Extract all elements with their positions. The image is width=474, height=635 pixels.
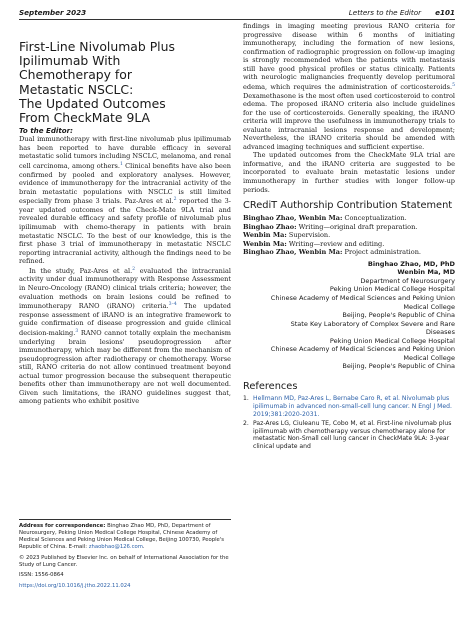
citation-link[interactable]: 2 [132,266,136,272]
page-number: e101 [435,8,455,17]
affiliation-line: Diseases [425,328,455,337]
reference-list [243,395,455,451]
affiliation-line: Medical College [403,302,455,311]
affiliation-line: Peking Union Medical College Hospital [329,336,455,345]
text-run: Dual immunotherapy with first-line nivolumab plus ipilimumab has been reported to have durable efficacy in several metastatic solid tumors including NSCLC, melanoma, and renal cell carcinoma, among others. [19,135,232,171]
citation-link[interactable]: 3 [75,328,79,334]
affiliation-line: Department of Neurosurgery [360,276,455,285]
citation-link[interactable]: 2 [173,197,177,203]
email-link[interactable]: zhaobhao@126.com [88,543,143,550]
copyright-notice: © 2023 Published by Elsevier Inc. on behalf of International Association for the Study of Lung Cancer. [19,554,229,568]
paragraph-3 [243,22,455,151]
reference-number: 2. [243,419,249,427]
address-text: Binghao Zhao MD, PhD, Department of Neurosurgery, Peking Union Medical College Hospital, Chinese Academy of Medical Sciences and Peking Union Medical College, Beijing 100730, People's Republic of China. E-mail: [19,523,225,550]
article-title [19,40,231,125]
title-line: Metastatic NSCLC: [19,81,134,97]
text-run: In the study, Paz-Ares et al. [29,266,133,275]
left-column [19,40,231,406]
text-run: RANO cannot totally explain the mechanism underlying brain lesions' pseudoprogression after immunotherapy, which may be different from the mechanism of pseudoprogression after radiotherapy or chemotherapy. Worse still, RANO criteria do not allow continued treatment beyond actual tumor progression because the subsequent therapeutic benefits other than immunotherapy are not well documented. Given such limitations, the iRANO guidelines suggest that, among patients who exhibit positive [19,329,231,406]
reference-item [243,420,455,452]
credit-role: Writing—original draft preparation. [296,222,418,231]
to-the-editor: To the Editor: [19,126,73,136]
citation-link[interactable]: 3–4 [168,302,177,308]
header-rule [19,19,455,20]
affiliation-line: Peking Union Medical College Hospital [329,285,455,294]
text-run: findings in imaging meeting previous RANO criteria for progressive disease within 6 months of initiating immunotherapy, including the formation of new lesions, confirmation of radiographic progression on follow-up imaging is strongly recommended when the patients with metastasis still have good physical profiles or status clinically. Patients with neurologic malignancies frequently develop peritumoral edema, which requires the administration of corticosteroids. [243,22,455,91]
credit-role: Conceptualization. [342,214,407,223]
credit-role: Supervision. [286,231,331,240]
credit-line [243,240,455,249]
citation-link[interactable]: 5 [452,82,455,88]
journal-section: Letters to the Editor [348,8,422,17]
text-run: reported the 3-year updated outcomes of the Check-Mate 9LA trial and revealed durable efficacy and safety profile of nivolumab plus ipilimumab with chemo-therapy in patients with brain metastatic NSCLC. To the best of our knowledge, this is the first phase 3 trial of immunotherapy in metastatic NSCLC reporting intracranial activity, although the findings need to be refined. [19,197,231,266]
title-line: Chemotherapy for [19,67,132,83]
title-line: The Updated Outcomes [19,95,166,111]
credit-names: Wenbin Ma: [243,239,287,248]
references-heading: References [243,380,298,392]
author-affiliations [243,260,455,371]
credit-line [243,248,455,257]
address-end: . [142,543,145,550]
text-run: Dexamethasone is the most often used corticosteroid to control edema. The proposed iRANO criteria also include guidelines for the use of corticosteroids. Generally speaking, the iRANO criteria will improve the usefulness in immunotherapy trials to evaluate intracranial lesions response and development; Nevertheless, the iRANO criteria should be amended with advanced imaging techniques and sufficient expertise. [243,91,455,151]
reference-link[interactable]: Hellmann MD, Paz-Ares L, Bernabe Caro R, et al. Nivolumab plus ipilimumab in advanced non-small-cell lung cancer. N Engl J Med. 2019;381:2020-2031. [253,394,452,418]
author-name: Binghao Zhao, MD, PhD [367,259,455,268]
reference-item [243,395,455,419]
title-line: Ipilimumab With [19,53,121,69]
paragraph-1 [19,135,231,266]
affiliation-line: Chinese Academy of Medical Sciences and Peking Union [270,294,455,303]
credit-names: Binghao Zhao, Wenbin Ma: [243,248,343,257]
text-run: evaluated the intracranial activity under dual immunotherapy with Response Assessment in Neuro-Oncology (RANO) clinical trials criteria; however, the evaluation methods on brain lesions could be refined to immunotherapy RANO (iRANO) criteria. [19,266,231,311]
reference-number: 1. [243,394,249,402]
credit-line [243,231,455,240]
credit-list [243,214,455,257]
text-run: Clinical benefits have also been confirmed by pooled and exploratory analyses. However, evidence of immunotherapy for the intracranial activity of the brain metastatic populations with NSCLC is still limited especially from phase 3 trials. Paz-Ares et al. [19,162,231,206]
reference-text: Paz-Ares LG, Ciuleanu TE, Cobo M, et al. First-line nivolumab plus ipilimumab with chemotherapy versus chemotherapy alone for metastatic Non-Small cell lung cancer in CheckMate 9LA: 3-year clinical update and [253,419,452,451]
credit-line [243,223,455,232]
correspondence-footnote [19,519,231,590]
credit-names: Wenbin Ma: [243,231,287,240]
title-line: From CheckMate 9LA [19,110,151,126]
citation-link[interactable]: 1 [119,161,123,167]
credit-role: Writing—review and editing. [286,239,385,248]
running-header-journal [349,8,455,17]
running-header-date: September 2023 [19,8,87,17]
credit-role: Project administration. [342,248,422,257]
credit-line [243,214,455,223]
right-column [243,22,455,452]
paragraph-2 [19,266,231,406]
affiliation-line: Chinese Academy of Medical Sciences and Peking Union [270,345,455,354]
credit-names: Binghao Zhao: [243,222,297,231]
paragraph-4: The updated outcomes from the CheckMate 9LA trial are informative, and the iRANO criteria are suggested to be incorporated to evaluate brain metastatic lesions under immunotherapy in further studies with longer follow-up periods. [243,151,455,194]
title-line: First-Line Nivolumab Plus [19,39,175,54]
affiliation-line: Beijing, People's Republic of China [342,311,455,320]
affiliation-line: Medical College [403,353,455,362]
affiliation-line: Beijing, People's Republic of China [342,362,455,371]
address-label: Address for correspondence: [19,523,106,529]
correspondence-address [19,523,231,551]
credit-names: Binghao Zhao, Wenbin Ma: [243,214,343,223]
text-run: The updated response assessment of iRANO is an integrative framework to guide confirmation of disease progression and guide clinical decision-making. [19,302,231,338]
credit-heading: CRediT Authorship Contribution Statement [243,200,453,212]
doi-link[interactable]: https://doi.org/10.1016/j.jtho.2022.11.024 [19,583,131,590]
issn: ISSN: 1556-0864 [19,572,64,579]
author-name: Wenbin Ma, MD [397,268,455,277]
affiliation-line: State Key Laboratory of Complex Severe and Rare [290,319,455,328]
